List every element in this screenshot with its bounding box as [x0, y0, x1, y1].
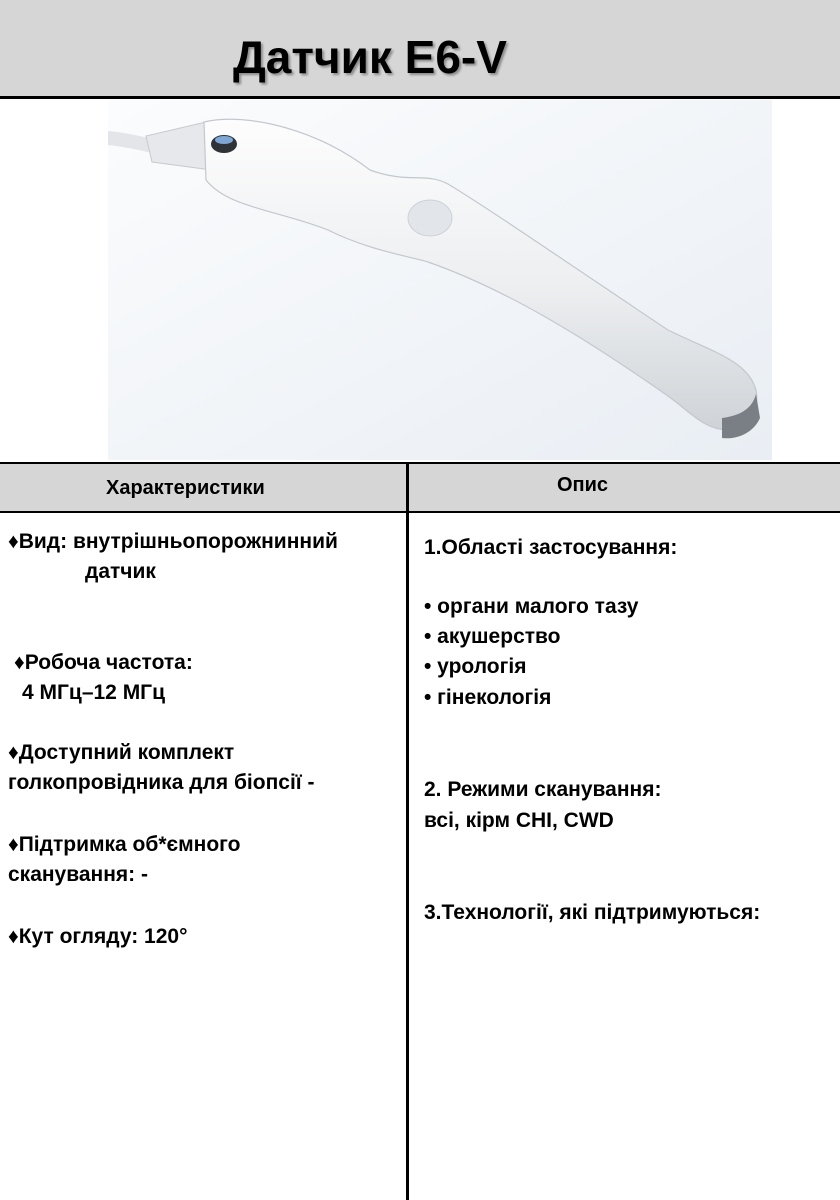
volume-scan-line-2: сканування: -: [8, 863, 148, 886]
transducer-photo: [108, 100, 772, 460]
biopsy-line-2: голкопровідника для біопсії -: [8, 771, 315, 794]
modes-heading: 2. Режими сканування:: [424, 778, 662, 801]
column-header-description: Опис: [557, 474, 609, 496]
area-item: • акушерство: [424, 625, 561, 648]
page-title: Датчик E6-V: [233, 31, 507, 83]
column-divider: [406, 462, 409, 1200]
column-header-characteristics: Характеристики: [106, 477, 265, 499]
area-item: • органи малого тазу: [424, 595, 639, 618]
frequency-line-1: ♦Робоча частота:: [14, 651, 193, 674]
transducer-illustration: [108, 100, 772, 460]
table-header: [0, 462, 840, 513]
area-item: • гінекологія: [424, 686, 552, 709]
type-line-1: ♦Вид: внутрішньопорожнинний: [8, 530, 338, 553]
area-item: • урологія: [424, 655, 527, 678]
biopsy-line-1: ♦Доступний комплект: [8, 741, 235, 764]
modes-value: всі, кірм CHI, CWD: [424, 809, 614, 832]
type-line-2: датчик: [85, 560, 156, 583]
areas-heading: 1.Області застосування:: [424, 536, 678, 559]
volume-scan-line-1: ♦Підтримка об*ємного: [8, 833, 241, 856]
title-bar: [0, 0, 840, 99]
frequency-line-2: 4 МГц–12 МГц: [22, 681, 166, 704]
technologies-heading: 3.Технології, які підтримуються:: [424, 901, 761, 924]
view-angle: ♦Кут огляду: 120°: [8, 925, 188, 948]
